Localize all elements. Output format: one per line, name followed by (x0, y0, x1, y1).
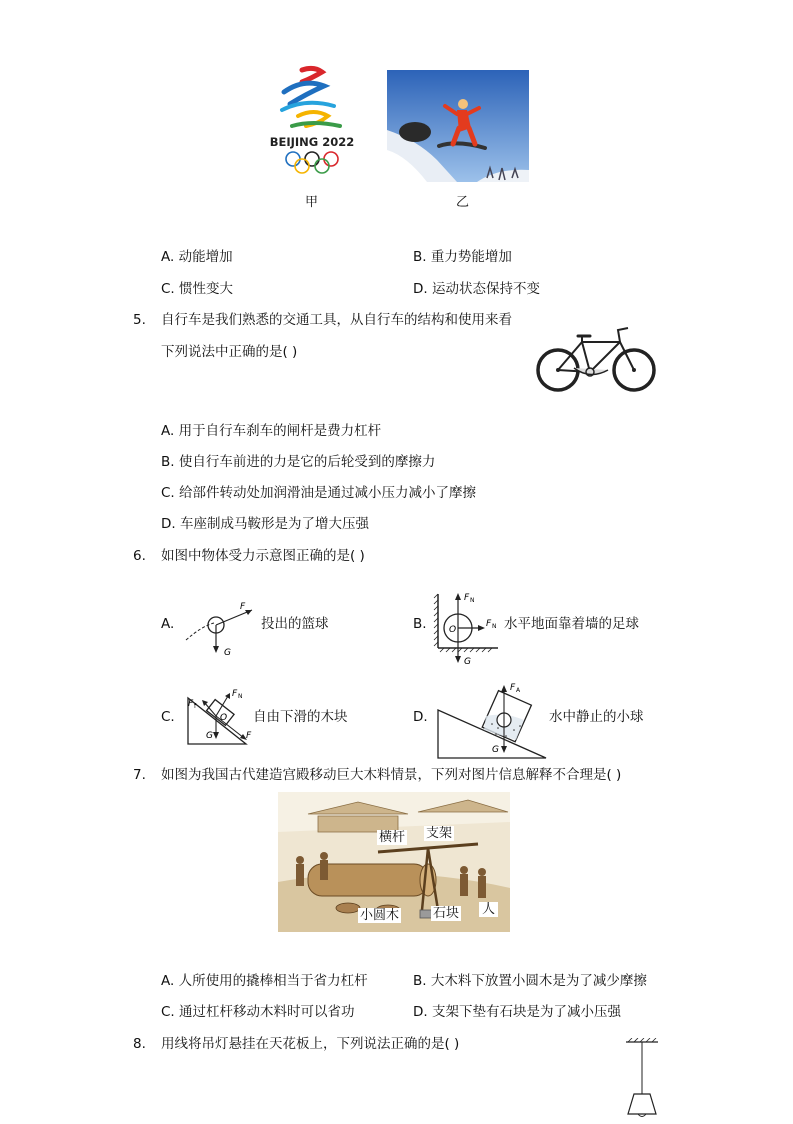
svg-text:G: G (206, 731, 213, 741)
tag-zhijia: 支架 (426, 826, 453, 841)
q6-football-wall-diagram (432, 588, 504, 668)
snowboarder-photo (387, 70, 529, 182)
tag-xiaoyuanmu: 小圆木 (360, 908, 400, 923)
svg-text:N: N (470, 597, 475, 604)
q5-option-a[interactable]: A. 用于自行车刹车的闸杆是费力杠杆 (161, 423, 382, 439)
q5-stem-line2: 下列说法中正确的是( ) (161, 344, 298, 360)
q6-basketball-diagram (184, 598, 260, 658)
svg-text:F: F (188, 699, 194, 709)
q5-stem-line1: 自行车是我们熟悉的交通工具，从自行车的结构和使用来看 (161, 312, 512, 328)
svg-text:O: O (220, 713, 228, 723)
svg-text:F: F (232, 689, 238, 699)
q6-option-a-desc: 投出的篮球 (261, 616, 329, 632)
q4-option-a[interactable]: A. 动能增加 (161, 249, 233, 265)
q5-option-d[interactable]: D. 车座制成马鞍形是为了增大压强 (161, 516, 369, 532)
svg-text:F: F (486, 619, 492, 629)
bicycle-figure (534, 322, 662, 394)
q5-option-c[interactable]: C. 给部件转动处加润滑油是通过减小压力减小了摩擦 (161, 485, 477, 501)
svg-text:F: F (246, 731, 252, 741)
q6-option-b-desc: 水平地面靠着墙的足球 (504, 616, 639, 632)
q6-option-c-desc: 自由下滑的木块 (253, 709, 348, 725)
caption-jia: 甲 (305, 195, 319, 210)
tag-shikuai: 石块 (433, 906, 460, 921)
q7-option-c[interactable]: C. 通过杠杆移动木料时可以省功 (161, 1004, 355, 1020)
q6-sliding-block-diagram (182, 684, 254, 746)
q4-option-d[interactable]: D. 运动状态保持不变 (413, 281, 540, 297)
center-o-label: O (449, 625, 457, 635)
hanging-lamp-figure (620, 1038, 664, 1120)
q6-ball-in-water-diagram (436, 676, 548, 762)
svg-text:f: f (194, 703, 197, 710)
svg-text:G: G (492, 745, 499, 755)
svg-text:N: N (238, 693, 243, 700)
tag-hengan: 横杆 (379, 830, 406, 845)
pendant-lamp-icon (620, 1038, 664, 1120)
beijing-2022-logo (262, 64, 362, 182)
svg-text:BEIJING 2022: BEIJING 2022 (269, 135, 355, 149)
q6-option-d-desc: 水中静止的小球 (549, 709, 644, 725)
svg-text:A: A (516, 687, 521, 694)
q6-number: 6. (133, 548, 146, 564)
svg-text:F: F (510, 683, 516, 693)
bicycle-icon (534, 322, 662, 394)
q6-option-d-letter[interactable]: D. (413, 709, 428, 725)
q6-option-b-letter[interactable]: B. (413, 616, 427, 632)
q5-option-b[interactable]: B. 使自行车前进的力是它的后轮受到的摩擦力 (161, 454, 436, 470)
svg-text:N: N (492, 623, 497, 630)
q7-option-d[interactable]: D. 支架下垫有石块是为了减小压强 (413, 1004, 621, 1020)
q6-option-c-letter[interactable]: C. (161, 709, 175, 725)
q7-option-b[interactable]: B. 大木料下放置小圆木是为了减少摩擦 (413, 973, 647, 989)
q8-stem: 用线将吊灯悬挂在天花板上，下列说法正确的是( ) (161, 1036, 460, 1052)
q4-option-c[interactable]: C. 惯性变大 (161, 281, 234, 297)
winter-olympics-emblem-icon (262, 64, 362, 182)
q6-stem: 如图中物体受力示意图正确的是( ) (161, 548, 365, 564)
force-f-label: F (240, 602, 246, 612)
q7-number: 7. (133, 767, 146, 783)
q8-number: 8. (133, 1036, 146, 1052)
svg-text:G: G (464, 657, 471, 667)
q7-option-a[interactable]: A. 人所使用的撬棒相当于省力杠杆 (161, 973, 368, 989)
force-g-label: G (224, 648, 231, 658)
q6-option-a-letter[interactable]: A. (161, 616, 175, 632)
q5-number: 5. (133, 312, 146, 328)
q7-stem: 如图为我国古代建造宫殿移动巨大木料情景，下列对图片信息解释不合理是( ) (161, 767, 622, 783)
caption-yi: 乙 (456, 195, 470, 210)
tag-ren: 人 (479, 902, 498, 917)
q4-option-b[interactable]: B. 重力势能增加 (413, 249, 512, 265)
svg-text:F: F (464, 593, 470, 603)
